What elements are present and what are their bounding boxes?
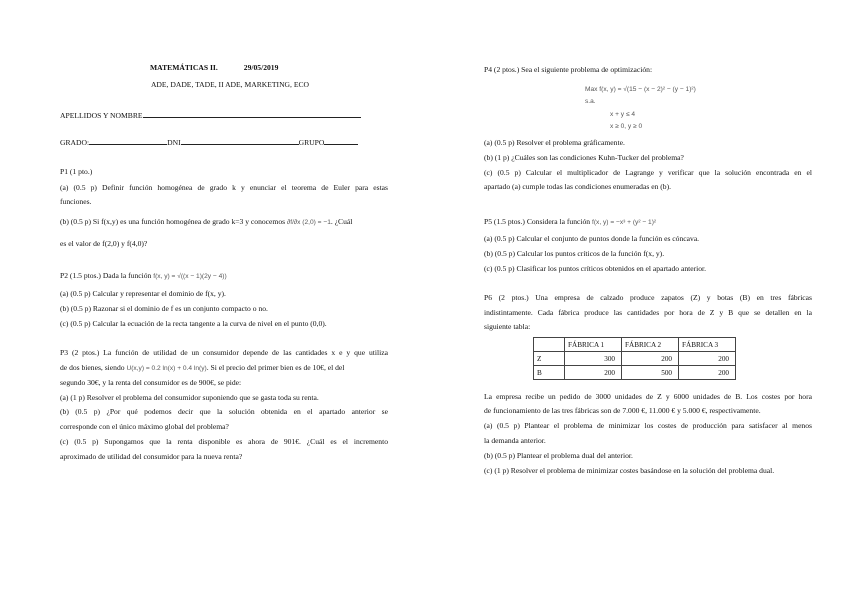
p1-b: (b) (0.5 p) Si f(x,y) es una función homogénea de grado k=3 y conocemos ∂f/∂x (2,0) = −1. ¿Cuál xyxy=(60,217,353,226)
p3-b: (b) (0.5 p) ¿Por qué podemos decir que la solución obtenida en el apartado anterior se xyxy=(60,407,388,416)
table-row xyxy=(534,352,736,366)
table-row xyxy=(534,366,736,380)
p4-b: (b) (1 p) ¿Cuáles son las condiciones Kuhn-Tucker del problema? xyxy=(484,153,684,162)
p3-b-cont: corresponde con el único máximo global del problema? xyxy=(60,422,229,431)
p6-c: (c) (1 p) Resolver el problema de minimizar costes basándose en la solución del problema dual. xyxy=(484,466,775,475)
exam-degrees: ADE, DADE, TADE, II ADE, MARKETING, ECO xyxy=(150,80,310,89)
p3-statement: P3 (2 ptos.) La función de utilidad de un consumidor depende de las cantidades x e y que utiliza xyxy=(60,348,388,357)
p5-title: P5 (1.5 ptos.) Considera la función f(x, y) = −x³ + (y² − 1)² xyxy=(484,217,657,226)
p2-b: (b) (0.5 p) Razonar si el dominio de f es un conjunto compacto o no. xyxy=(60,304,268,313)
table-cell: Z xyxy=(534,352,565,366)
p1-a: (a) (0.5 p) Definir función homogénea de grado k y enunciar el teorema de Euler para estas xyxy=(60,183,388,192)
p5-a: (a) (0.5 p) Calcular el conjunto de puntos donde la función es cóncava. xyxy=(484,234,700,243)
p1-title: P1 (1 pto.) xyxy=(60,167,93,176)
grado-dni-grupo-fields[interactable]: GRADO: DNI GRUPO xyxy=(60,138,388,148)
p4-subject-to: s.a. xyxy=(585,98,596,105)
table-cell: 500 xyxy=(622,366,679,380)
p5-c: (c) (0.5 p) Clasificar los puntos críticos obtenidos en el apartado anterior. xyxy=(484,264,707,273)
p6-statement-5: de funcionamiento de las tres fábricas son de 7.000 €, 11.000 € y 5.000 €, respectivamente. xyxy=(484,406,761,415)
p4-constraint-1: x + y ≤ 4 xyxy=(610,111,636,118)
p6-a: (a) (0.5 p) Plantear el problema de minimizar los costes de producción para satisfacer al menos xyxy=(484,421,812,430)
p4-title: P4 (2 ptos.) Sea el siguiente problema de optimización: xyxy=(484,65,653,74)
table-header: FÁBRICA 2 xyxy=(622,338,679,352)
p3-c-cont: aproximado de utilidad del consumidor para la nueva renta? xyxy=(60,452,243,461)
p4-constraint-2: x ≥ 0, y ≥ 0 xyxy=(610,123,643,130)
production-table xyxy=(533,337,736,380)
exam-title: MATEMÁTICAS II. 29/05/2019 xyxy=(150,63,279,72)
p2-c: (c) (0.5 p) Calcular la ecuación de la recta tangente a la curva de nivel en el punto (0,0). xyxy=(60,319,327,328)
p3-c: (c) (0.5 p) Supongamos que la renta disponible es ahora de 901€. ¿Cuál es el incremento xyxy=(60,437,388,446)
p4-a: (a) (0.5 p) Resolver el problema gráficamente. xyxy=(484,138,625,147)
p6-b: (b) (0.5 p) Plantear el problema dual del anterior. xyxy=(484,451,633,460)
p3-statement-3: segundo 30€, y la renta del consumidor es de 900€, se pide: xyxy=(60,378,242,387)
table-cell: B xyxy=(534,366,565,380)
p5-b: (b) (0.5 p) Calcular los puntos críticos de la función f(x, y). xyxy=(484,249,665,258)
table-header: FÁBRICA 3 xyxy=(679,338,736,352)
p3-a: (a) (1 p) Resolver el problema del consumidor suponiendo que se gasta toda su renta. xyxy=(60,393,319,402)
table-header xyxy=(534,338,565,352)
p4-c: (c) (0.5 p) Calcular el multiplicador de Lagrange y verificar que la solución encontrada en el xyxy=(484,168,812,177)
p1-b-cont: es el valor de f(2,0) y f(4,0)? xyxy=(60,239,148,248)
table-cell: 300 xyxy=(565,352,622,366)
p2-a: (a) (0.5 p) Calcular y representar el dominio de f(x, y). xyxy=(60,289,226,298)
p6-statement: P6 (2 ptos.) Una empresa de calzado produce zapatos (Z) y botas (B) en tres fábricas xyxy=(484,293,812,302)
p6-a-cont: la demanda anterior. xyxy=(484,436,546,445)
name-field[interactable]: APELLIDOS Y NOMBRE xyxy=(60,111,388,121)
table-cell: 200 xyxy=(679,352,736,366)
p2-title: P2 (1.5 ptos.) Dada la función f(x, y) = √((x − 1)(2y − 4)) xyxy=(60,271,227,280)
p6-statement-2: indistintamente. Cada fábrica produce las cantidades por hora de Z y B que se detallen en la xyxy=(484,308,812,317)
p6-statement-4: La empresa recibe un pedido de 3000 unidades de Z y 6000 unidades de B. Los costes por hora xyxy=(484,392,812,401)
table-cell: 200 xyxy=(565,366,622,380)
p4-c-cont: apartado (a) cumple todas las condiciones enumeradas en (b). xyxy=(484,182,672,191)
p6-statement-3: siguiente tabla: xyxy=(484,322,531,331)
p1-a-cont: funciones. xyxy=(60,197,92,206)
table-header-row xyxy=(534,338,736,352)
table-cell: 200 xyxy=(679,366,736,380)
table-header: FÁBRICA 1 xyxy=(565,338,622,352)
p4-objective: Max f(x, y) = √(15 − (x − 2)² − (y − 1)²) xyxy=(585,86,696,93)
table-cell: 200 xyxy=(622,352,679,366)
p3-statement-2: de dos bienes, siendo U(x,y) = 0.2 ln(x) + 0.4 ln(y). Si el precio del primer bien es de 10€, el del xyxy=(60,363,345,372)
